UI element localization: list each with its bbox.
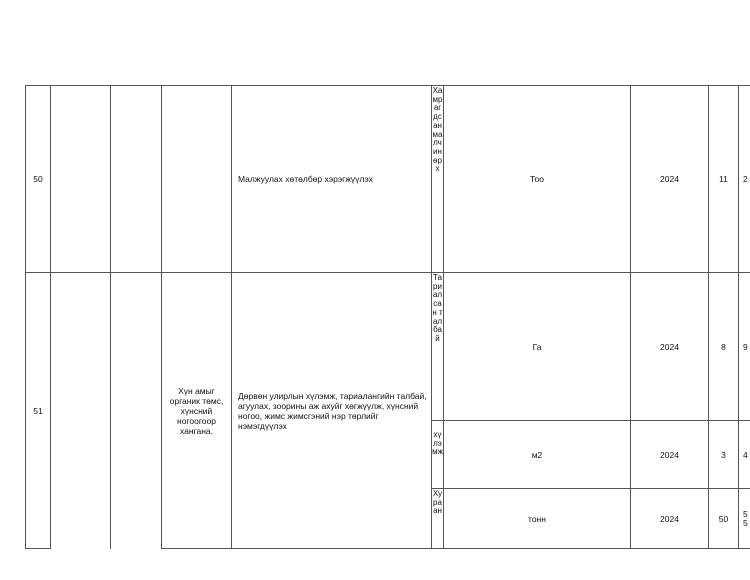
unit-cell: тонн xyxy=(528,513,546,524)
indicator-cell: хүлэмж xyxy=(432,430,443,457)
row-number: 50 xyxy=(33,174,43,184)
activity-cell: Малжуулах хөтөлбөр хэрэгжүүлэх xyxy=(238,174,373,184)
unit-cell: Тоо xyxy=(530,174,544,184)
column-divider xyxy=(110,85,111,549)
indicator-cell: Хураан xyxy=(432,489,443,516)
baseline-cell: 8 xyxy=(721,341,726,352)
target-cell: 5 5 xyxy=(743,508,748,528)
table-border-bottom xyxy=(25,548,50,549)
table-border-bottom xyxy=(161,548,750,549)
year-cell: 2024 xyxy=(660,341,679,352)
unit-cell: м2 xyxy=(531,449,543,460)
row-number: 51 xyxy=(33,405,43,416)
target-cell: 4 xyxy=(743,449,748,460)
goal-cell: Хүн амыг органик төмс, хүнсний ногоогоор хангана. xyxy=(169,385,224,436)
baseline-cell: 11 xyxy=(719,174,728,184)
target-cell: 2 xyxy=(743,174,748,184)
indicator-cell: Хамрагдсан малчин өрх xyxy=(432,86,443,174)
year-cell: 2024 xyxy=(660,513,679,524)
indicator-cell: Тариалсан талбай xyxy=(432,273,443,343)
baseline-cell: 3 xyxy=(721,449,726,460)
column-divider xyxy=(50,85,51,549)
activity-cell: Дөрвөн улирлын хүлэмж, тариалангийн талбай, агуулах, зоорины аж ахуйг хөгжүүлж, хүнсний ногоо, жимс жимсгэний нэр төрлийг нэмэгдүүлэх xyxy=(238,390,427,431)
goal-cell xyxy=(162,86,231,272)
unit-cell: Га xyxy=(532,341,542,352)
column-divider xyxy=(738,85,739,549)
year-cell: 2024 xyxy=(660,449,679,460)
baseline-cell: 50 xyxy=(718,513,729,524)
target-cell: 9 xyxy=(743,341,748,352)
year-cell: 2024 xyxy=(660,174,679,184)
